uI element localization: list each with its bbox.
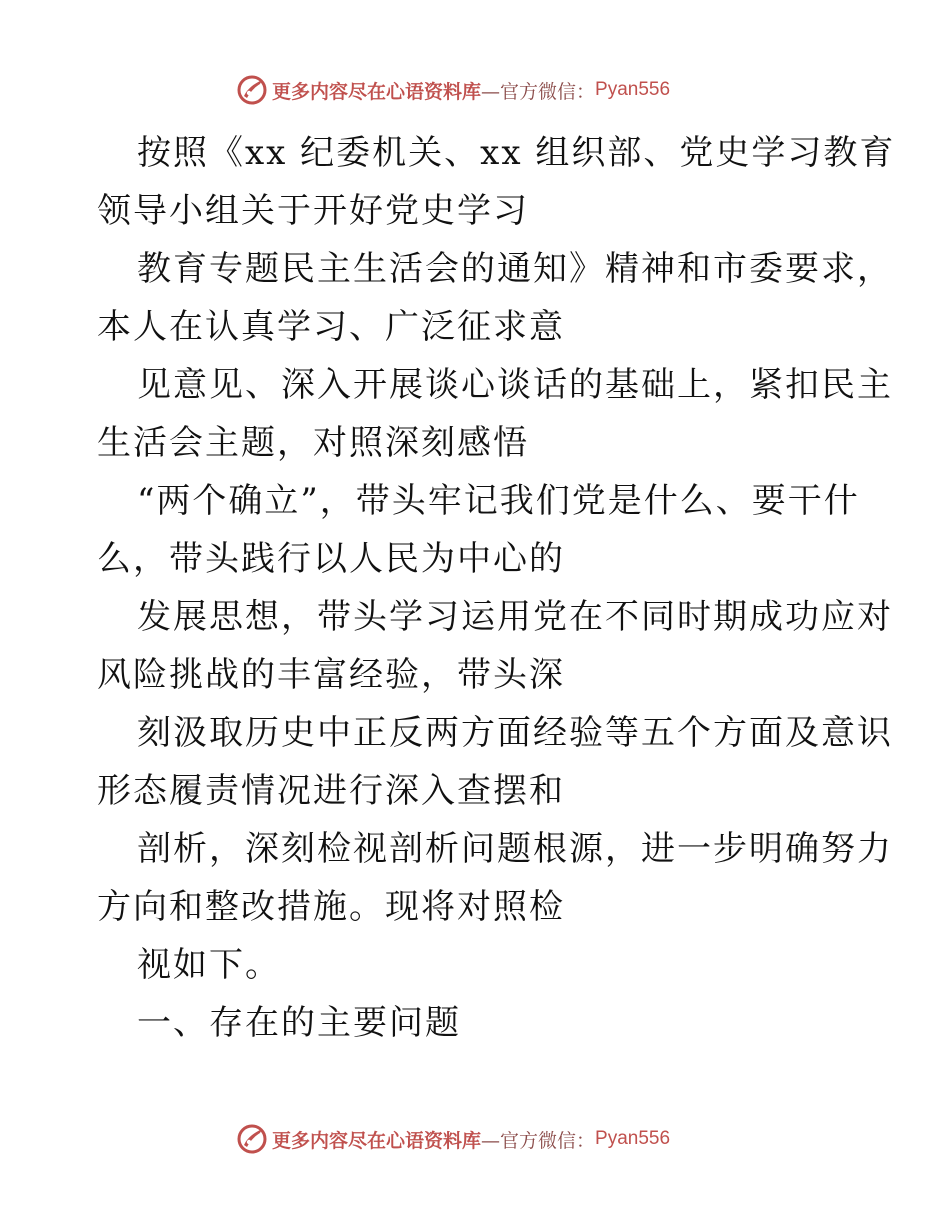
text-line: 见意见、深入开展谈心谈话的基础上，紧扣民主 <box>137 365 893 405</box>
text-line: 领导小组关于开好党史学习 <box>97 191 529 231</box>
section-heading: 一、存在的主要问题 <box>137 1003 461 1043</box>
watermark-brand-text: 更多内容尽在心语资料库 <box>272 1129 482 1152</box>
header-watermark <box>236 73 670 107</box>
text-line: 方向和整改措施。现将对照检 <box>97 887 565 927</box>
text-line: 形态履责情况进行深入查摆和 <box>97 771 565 811</box>
text-line: 按照《xx 纪委机关、xx 组织部、党史学习教育 <box>137 133 896 173</box>
text-line: 剖析，深刻检视剖析问题根源，进一步明确努力 <box>137 829 893 869</box>
text-line: 教育专题民主生活会的通知》精神和市委要求， <box>137 249 893 289</box>
text-line: 视如下。 <box>137 945 281 985</box>
text-line: “两个确立”，带头牢记我们党是什么、要干什 <box>137 481 860 521</box>
watermark-id-text: Pyan556 <box>595 1128 671 1149</box>
watermark-id-text: Pyan556 <box>595 79 671 100</box>
text-line: 么，带头践行以人民为中心的 <box>97 539 565 579</box>
text-line: 本人在认真学习、广泛征求意 <box>97 307 565 347</box>
text-line: 刻汲取历史中正反两方面经验等五个方面及意识 <box>137 713 893 753</box>
footer-watermark <box>236 1122 670 1156</box>
watermark-official-text: —官方微信： <box>481 1129 596 1152</box>
brand-logo-icon <box>236 1123 268 1155</box>
brand-logo-icon <box>236 74 268 106</box>
watermark-brand-text: 更多内容尽在心语资料库 <box>272 80 482 103</box>
text-line: 生活会主题，对照深刻感悟 <box>97 423 529 463</box>
text-line: 风险挑战的丰富经验，带头深 <box>97 655 565 695</box>
watermark-official-text: —官方微信： <box>481 80 596 103</box>
text-line: 发展思想，带头学习运用党在不同时期成功应对 <box>137 597 893 637</box>
document-body <box>97 124 896 1052</box>
